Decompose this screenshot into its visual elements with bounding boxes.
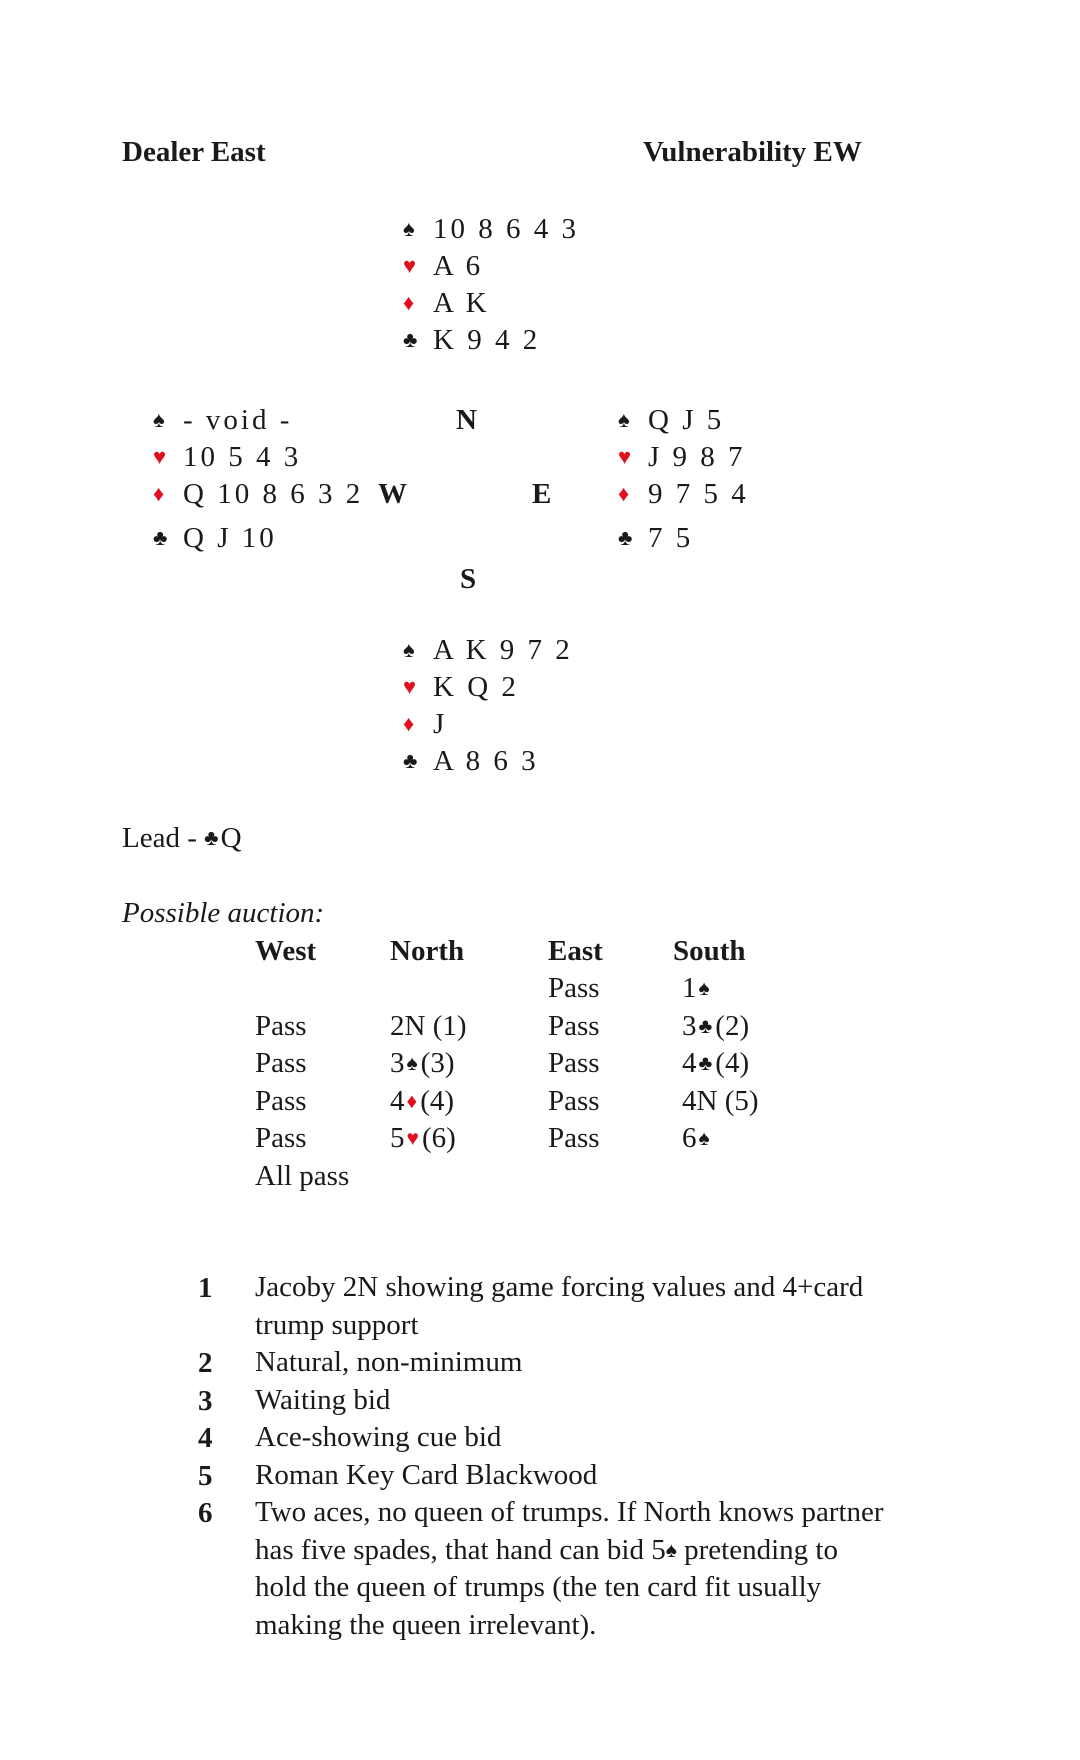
bid-south-r3: 4♣ (4) <box>682 1047 750 1079</box>
heart-icon: ♥ <box>403 253 417 278</box>
spade-icon: ♠ <box>406 1051 418 1075</box>
diamond-icon: ♦ <box>153 481 165 506</box>
bid-east-r1: Pass <box>548 972 600 1004</box>
heart-icon: ♥ <box>403 674 417 699</box>
note-number: 5 <box>198 1460 213 1492</box>
bid-west-r3: Pass <box>255 1047 307 1079</box>
diamond-icon: ♦ <box>406 1089 418 1113</box>
heart-icon: ♥ <box>153 444 167 469</box>
north-diamonds <box>403 287 579 324</box>
diamond-icon: ♦ <box>618 481 630 506</box>
spade-icon: ♠ <box>403 216 415 241</box>
east-spades <box>618 404 749 441</box>
note-number: 2 <box>198 1347 213 1379</box>
east-clubs-cards: 7 5 <box>648 522 694 554</box>
north-clubs <box>403 324 579 361</box>
lead-card: Q <box>220 822 242 854</box>
note-text: Ace-showing cue bid <box>255 1421 502 1453</box>
north-clubs-cards: K 9 4 2 <box>433 324 541 356</box>
west-clubs-cards: Q J 10 <box>183 522 277 554</box>
east-hearts-cards: J 9 8 7 <box>648 441 746 473</box>
south-clubs-cards: A 8 6 3 <box>433 745 539 777</box>
west-hearts <box>153 441 363 478</box>
west-spades <box>153 404 363 441</box>
east-hand <box>618 404 749 559</box>
south-clubs <box>403 745 573 782</box>
west-hand <box>153 404 363 559</box>
note-text: Jacoby 2N showing game forcing values and 4+card trump support <box>255 1271 864 1341</box>
lead-prefix: Lead - <box>122 822 205 854</box>
spade-icon: ♠ <box>698 1126 710 1150</box>
note-text: Roman Key Card Blackwood <box>255 1459 598 1491</box>
east-spades-cards: Q J 5 <box>648 404 725 436</box>
spade-icon: ♠ <box>153 407 165 432</box>
east-clubs <box>618 522 749 559</box>
note-text: Waiting bid <box>255 1384 391 1416</box>
bid-south-r5: 6♠ <box>682 1122 710 1154</box>
spade-icon: ♠ <box>403 637 415 662</box>
club-icon: ♣ <box>403 327 418 352</box>
club-icon: ♣ <box>698 1051 713 1075</box>
north-hearts <box>403 250 579 287</box>
bid-east-r4: Pass <box>548 1085 600 1117</box>
auction-title: Possible auction: <box>122 897 325 929</box>
auction-header-south: South <box>673 935 746 967</box>
bid-north-r2: 2N (1) <box>390 1010 467 1042</box>
west-spades-cards: - void - <box>183 404 293 436</box>
south-hand <box>403 634 573 782</box>
south-spades <box>403 634 573 671</box>
south-spades-cards: A K 9 7 2 <box>433 634 573 666</box>
bid-north-r4: 4♦ (4) <box>390 1085 455 1117</box>
note-number: 1 <box>198 1272 213 1304</box>
bid-west-r5: Pass <box>255 1122 307 1154</box>
bid-north-r5: 5♥ (6) <box>390 1122 456 1154</box>
diamond-icon: ♦ <box>403 711 415 736</box>
west-diamonds-cards: Q 10 8 6 3 2 <box>183 478 364 510</box>
bid-north-r3: 3♠ (3) <box>390 1047 455 1079</box>
west-hearts-cards: 10 5 4 3 <box>183 441 302 473</box>
north-diamonds-cards: A K <box>433 287 490 319</box>
north-hearts-cards: A 6 <box>433 250 484 282</box>
spade-icon: ♠ <box>665 1537 677 1562</box>
bid-south-r2: 3♣ (2) <box>682 1010 750 1042</box>
south-diamonds <box>403 708 573 745</box>
club-icon: ♣ <box>698 1014 713 1038</box>
compass-south: S <box>460 563 477 595</box>
south-hearts <box>403 671 573 708</box>
bid-east-r3: Pass <box>548 1047 600 1079</box>
bid-east-r5: Pass <box>548 1122 600 1154</box>
dealer-label: Dealer East <box>122 136 266 168</box>
vulnerability-label: Vulnerability EW <box>643 136 862 168</box>
bid-south-r4: 4N (5) <box>682 1085 759 1117</box>
auction-header-east: East <box>548 935 603 967</box>
heart-icon: ♥ <box>406 1126 419 1150</box>
south-diamonds-cards: J <box>433 708 448 740</box>
bid-west-r6: All pass <box>255 1160 350 1192</box>
note-number: 4 <box>198 1422 213 1454</box>
west-clubs <box>153 522 363 559</box>
east-diamonds <box>618 478 749 522</box>
compass-west: W <box>378 478 407 510</box>
bid-south-r1: 1♠ <box>682 972 710 1004</box>
east-diamonds-cards: 9 7 5 4 <box>648 478 749 510</box>
bid-west-r4: Pass <box>255 1085 307 1117</box>
compass-east: E <box>532 478 552 510</box>
compass-north: N <box>456 404 477 436</box>
north-hand <box>403 213 579 361</box>
spade-icon: ♠ <box>698 976 710 1000</box>
note-number: 3 <box>198 1385 213 1417</box>
note-text: Natural, non-minimum <box>255 1346 523 1378</box>
club-icon: ♣ <box>153 525 168 550</box>
auction-header-north: North <box>390 935 465 967</box>
club-icon: ♣ <box>618 525 633 550</box>
bid-east-r2: Pass <box>548 1010 600 1042</box>
bid-west-r2: Pass <box>255 1010 307 1042</box>
club-icon: ♣ <box>403 748 418 773</box>
note-number: 6 <box>198 1497 213 1529</box>
south-hearts-cards: K Q 2 <box>433 671 519 703</box>
note-text: Two aces, no queen of trumps. If North knows partner has five spades, that hand can bid 5♠ pretending to hold the queen of trumps (the ten card fit usually making the queen irrelevant). <box>255 1496 884 1641</box>
north-spades <box>403 213 579 250</box>
spade-icon: ♠ <box>618 407 630 432</box>
club-icon: ♣ <box>204 825 219 850</box>
west-diamonds <box>153 478 363 522</box>
east-hearts <box>618 441 749 478</box>
diamond-icon: ♦ <box>403 290 415 315</box>
auction-header-west: West <box>255 935 317 967</box>
opening-lead <box>122 822 242 855</box>
north-spades-cards: 10 8 6 4 3 <box>433 213 579 245</box>
heart-icon: ♥ <box>618 444 632 469</box>
